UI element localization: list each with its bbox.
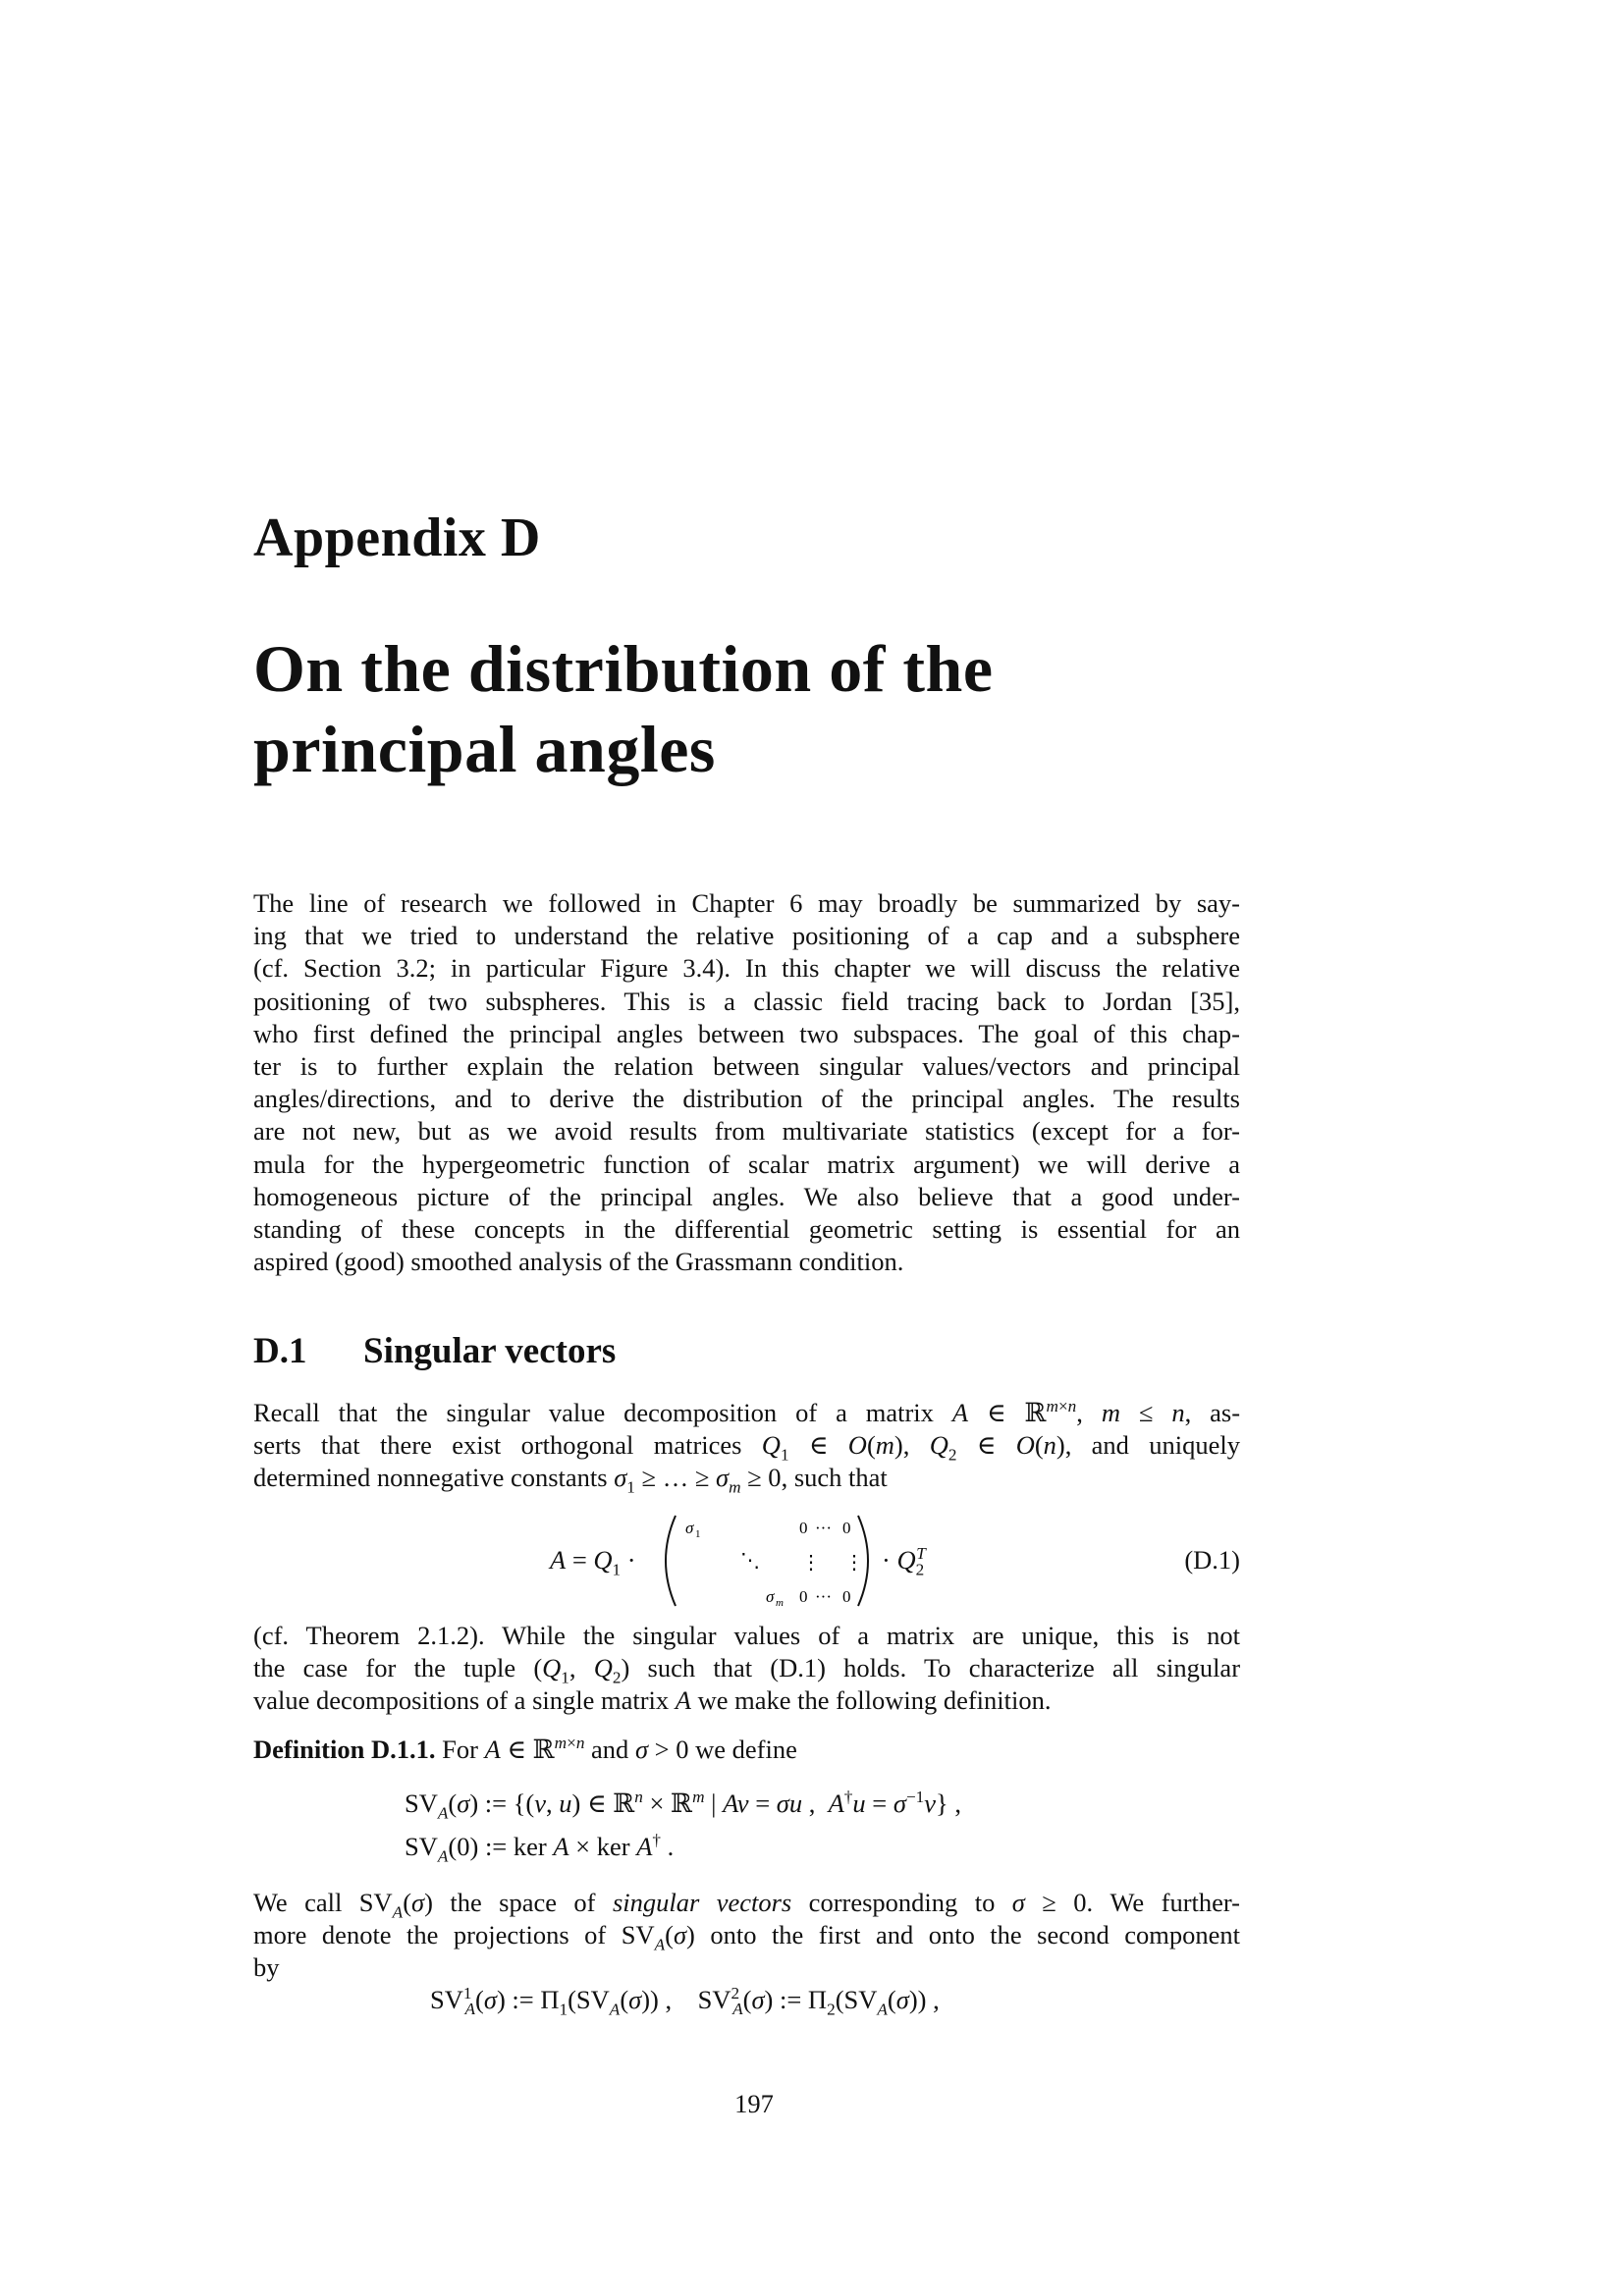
text-line: by [253, 1952, 280, 1983]
matrix-entry: ··· [815, 1587, 832, 1606]
chapter-title: On the distribution of the principal angles [253, 631, 994, 786]
matrix-entry: σ [766, 1587, 775, 1606]
text-line: homogeneous picture of the principal angles. We also believe that a good under- [253, 1181, 1240, 1211]
definition-label: Definition D.1.1. [253, 1735, 436, 1764]
section-number: D.1 [253, 1331, 307, 1371]
definition-formula: $SV_A(\sigma)$ := {(v, u) ∈ ℝ$^n$ × ℝ$^m$ | Av = σu , $A^\dagger u = \sigma^{-1}v$} , [405, 1788, 962, 1823]
singular-vectors-paragraph [253, 1887, 1240, 1985]
matrix-entry: m [776, 1597, 784, 1609]
text-line: The line of research we followed in Chapter 6 may broadly be summarized by say- [253, 888, 1240, 918]
matrix-entry: 0 [842, 1587, 851, 1606]
text-line: value decompositions of a single matrix A we make the following definition. [253, 1685, 1052, 1716]
text-line: determined nonnegative constants $\sigma_1$ ≥ … ≥ $\sigma_m \ge 0$, such that [253, 1463, 888, 1497]
equation-lhs: $A = Q_1$ · [550, 1545, 636, 1579]
appendix-label: Appendix D [253, 507, 541, 568]
page-number: 197 [734, 2089, 774, 2118]
text-line: the case for the tuple ($Q_1$, $Q_2$) such that (D.1) holds. To characterize all singular [253, 1653, 1241, 1687]
section-title: Singular vectors [363, 1331, 617, 1371]
text-line: aspired (good) smoothed analysis of the Grassmann condition. [253, 1247, 904, 1277]
after-equation-paragraph [253, 1620, 1240, 1718]
definition-formula: $SV_A(0)$ := ker A × ker A† . [405, 1831, 675, 1866]
text-line: positioning of two subspheres. This is a classic field tracing back to Jordan [35], [253, 986, 1240, 1016]
text-line: who first defined the principal angles between two subspaces. The goal of this chap- [253, 1018, 1240, 1048]
matrix-entry: 0 [799, 1587, 808, 1606]
matrix-entry: σ [685, 1519, 694, 1537]
equation-tag: (D.1) [1184, 1545, 1240, 1575]
text-line: mula for the hypergeometric function of scalar matrix argument) we will derive a [253, 1148, 1240, 1179]
text-line: serts that there exist orthogonal matrices $Q_1$ ∈ O(m), $Q_2$ ∈ O(n), and uniquely [253, 1430, 1240, 1465]
text-line: (cf. Theorem 2.1.2). While the singular values of a matrix are unique, this is not [253, 1621, 1240, 1650]
text-line: ter is to further explain the relation between singular values/vectors and principal [253, 1050, 1240, 1081]
svd-paragraph [253, 1397, 1240, 1495]
matrix-entry: ··· [815, 1519, 832, 1537]
projection-formula: $SV^1_A(\sigma)$ := $\Pi_1(SV_A(\sigma))$ , $SV^2_A(\sigma)$ := $\Pi_2(SV_A(\sigma))$ , [430, 1984, 940, 2019]
diagonal-matrix [662, 1512, 872, 1610]
matrix-entry: 1 [695, 1528, 701, 1540]
text-line: angles/directions, and to derive the distribution of the principal angles. The results [253, 1084, 1240, 1114]
equation-rhs: · $Q_2^T$ [882, 1544, 926, 1579]
matrix-entry: 0 [799, 1519, 808, 1537]
text-line: (cf. Section 3.2; in particular Figure 3.4). In this chapter we will discuss the relative [253, 953, 1240, 984]
intro-paragraph [253, 887, 1240, 1278]
text-line: standing of these concepts in the differential geometric setting is essential for an [253, 1213, 1240, 1244]
text-line: more denote the projections of $SV_A(\sigma)$ onto the first and onto the second component [253, 1920, 1240, 1954]
text-line: Recall that the singular value decomposition of a matrix A ∈ ℝ$^{m\times n}$, m ≤ n, as- [253, 1397, 1241, 1427]
equation-d1 [253, 1512, 1240, 1610]
text-line: are not new, but as we avoid results from multivariate statistics (except for a for- [253, 1116, 1240, 1147]
matrix-entry: ⋮ [801, 1552, 821, 1574]
text-line: We call $SV_A(\sigma)$ the space of singular vectors corresponding to σ ≥ 0. We further- [253, 1888, 1241, 1922]
definition-d-1-1: Definition D.1.1. For A ∈ ℝ$^{m\times n}$ and σ > 0 we define [253, 1734, 797, 1764]
text-line: ing that we tried to understand the relative positioning of a cap and a subsphere [253, 921, 1240, 951]
matrix-entry: 0 [842, 1519, 851, 1537]
section-heading [253, 1330, 616, 1372]
left-paren [666, 1516, 676, 1606]
matrix-entry: ⋱ [740, 1550, 760, 1572]
matrix-entry: ⋮ [844, 1552, 864, 1574]
